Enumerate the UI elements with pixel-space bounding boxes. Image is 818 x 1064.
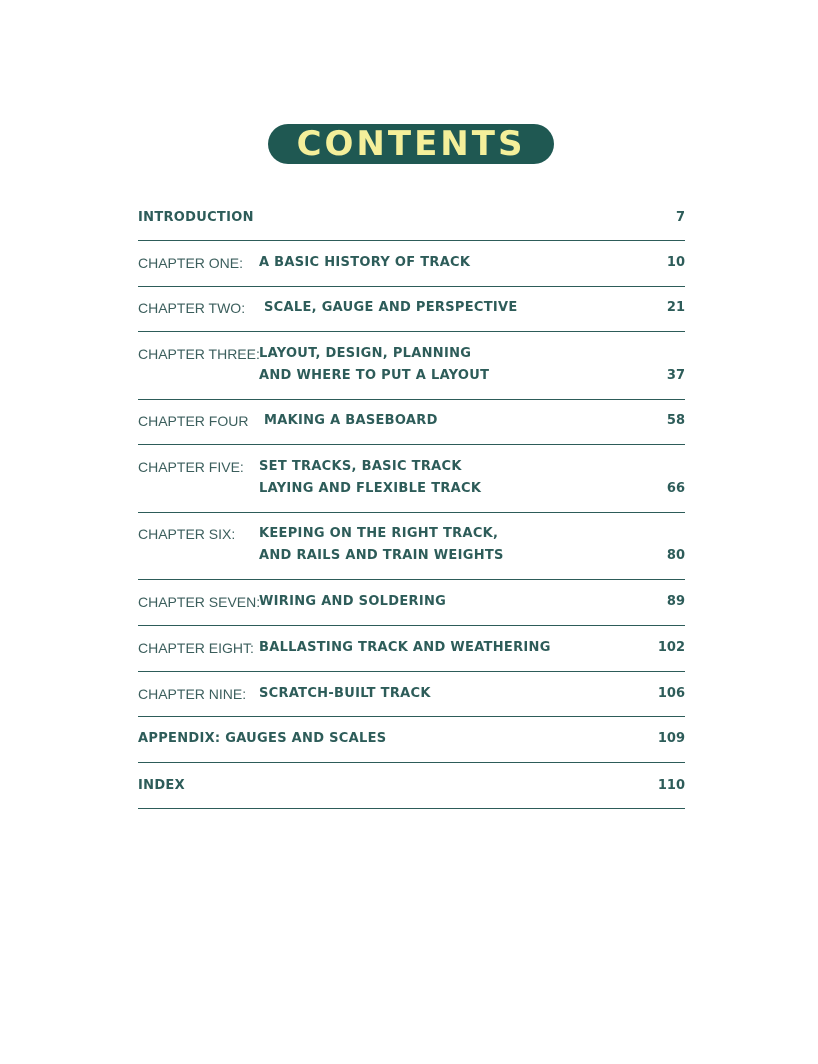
toc-entry-label: INTRODUCTION xyxy=(138,210,254,225)
toc-entry-label: CHAPTER FIVE: xyxy=(138,459,244,475)
toc-entry-title-line1: SET TRACKS, BASIC TRACK xyxy=(259,459,462,474)
toc-entry-label: CHAPTER TWO: xyxy=(138,300,246,316)
contents-heading-banner xyxy=(268,124,554,164)
toc-entry-chapter-seven[interactable] xyxy=(138,580,685,626)
toc-entry-page: 110 xyxy=(657,778,685,793)
toc-entry-page: 109 xyxy=(657,731,685,746)
toc-entry-label: CHAPTER SEVEN: xyxy=(138,594,261,610)
contents-heading: CONTENTS xyxy=(296,124,526,164)
toc-entry-title-line1: KEEPING ON THE RIGHT TRACK, xyxy=(259,526,499,541)
toc-entry-page: 10 xyxy=(666,255,685,270)
toc-entry-page: 89 xyxy=(666,594,685,609)
toc-entry-label: CHAPTER FOUR xyxy=(138,413,249,429)
toc-entry-chapter-four[interactable] xyxy=(138,400,685,445)
toc-entry-label: APPENDIX: GAUGES AND SCALES xyxy=(138,731,387,746)
toc-entry-label: INDEX xyxy=(138,778,185,793)
toc-entry-page: 21 xyxy=(666,300,685,315)
toc-entry-title: BALLASTING TRACK AND WEATHERING xyxy=(259,640,551,655)
toc-entry-title-line2: AND WHERE TO PUT A LAYOUT xyxy=(259,368,490,383)
toc-entry-chapter-six[interactable] xyxy=(138,513,685,580)
toc-entry-title: WIRING AND SOLDERING xyxy=(259,594,447,609)
toc-entry-label: CHAPTER SIX: xyxy=(138,526,236,542)
toc-entry-introduction[interactable] xyxy=(138,206,685,241)
toc-entry-chapter-one[interactable] xyxy=(138,241,685,287)
toc-entry-chapter-nine[interactable] xyxy=(138,672,685,717)
toc-entry-label: CHAPTER NINE: xyxy=(138,686,247,702)
toc-entry-title: SCRATCH-BUILT TRACK xyxy=(259,686,431,701)
toc-entry-page: 66 xyxy=(666,481,685,496)
toc-entry-title-line1: LAYOUT, DESIGN, PLANNING xyxy=(259,346,472,361)
toc-entry-page: 102 xyxy=(657,640,685,655)
toc-entry-page: 37 xyxy=(666,368,685,383)
toc-entry-page: 80 xyxy=(666,548,685,563)
toc-entry-chapter-two[interactable] xyxy=(138,287,685,332)
toc-entry-page: 7 xyxy=(675,210,685,225)
toc-entry-label: CHAPTER EIGHT: xyxy=(138,640,254,656)
toc-entry-title: SCALE, GAUGE AND PERSPECTIVE xyxy=(264,300,518,315)
toc-entry-title-line2: AND RAILS AND TRAIN WEIGHTS xyxy=(259,548,504,563)
toc-entry-page: 58 xyxy=(666,413,685,428)
toc-entry-title-line2: LAYING AND FLEXIBLE TRACK xyxy=(259,481,482,496)
toc-entry-page: 106 xyxy=(657,686,685,701)
toc-entry-index[interactable] xyxy=(138,763,685,809)
toc-entry-chapter-three[interactable] xyxy=(138,332,685,400)
toc-entry-label: CHAPTER ONE: xyxy=(138,255,244,271)
toc-entry-chapter-five[interactable] xyxy=(138,445,685,513)
toc-entry-appendix[interactable] xyxy=(138,717,685,763)
toc-entry-title: MAKING A BASEBOARD xyxy=(264,413,438,428)
toc-entry-label: CHAPTER THREE: xyxy=(138,346,260,362)
toc-entry-title: A BASIC HISTORY OF TRACK xyxy=(259,255,471,270)
toc-entry-chapter-eight[interactable] xyxy=(138,626,685,672)
